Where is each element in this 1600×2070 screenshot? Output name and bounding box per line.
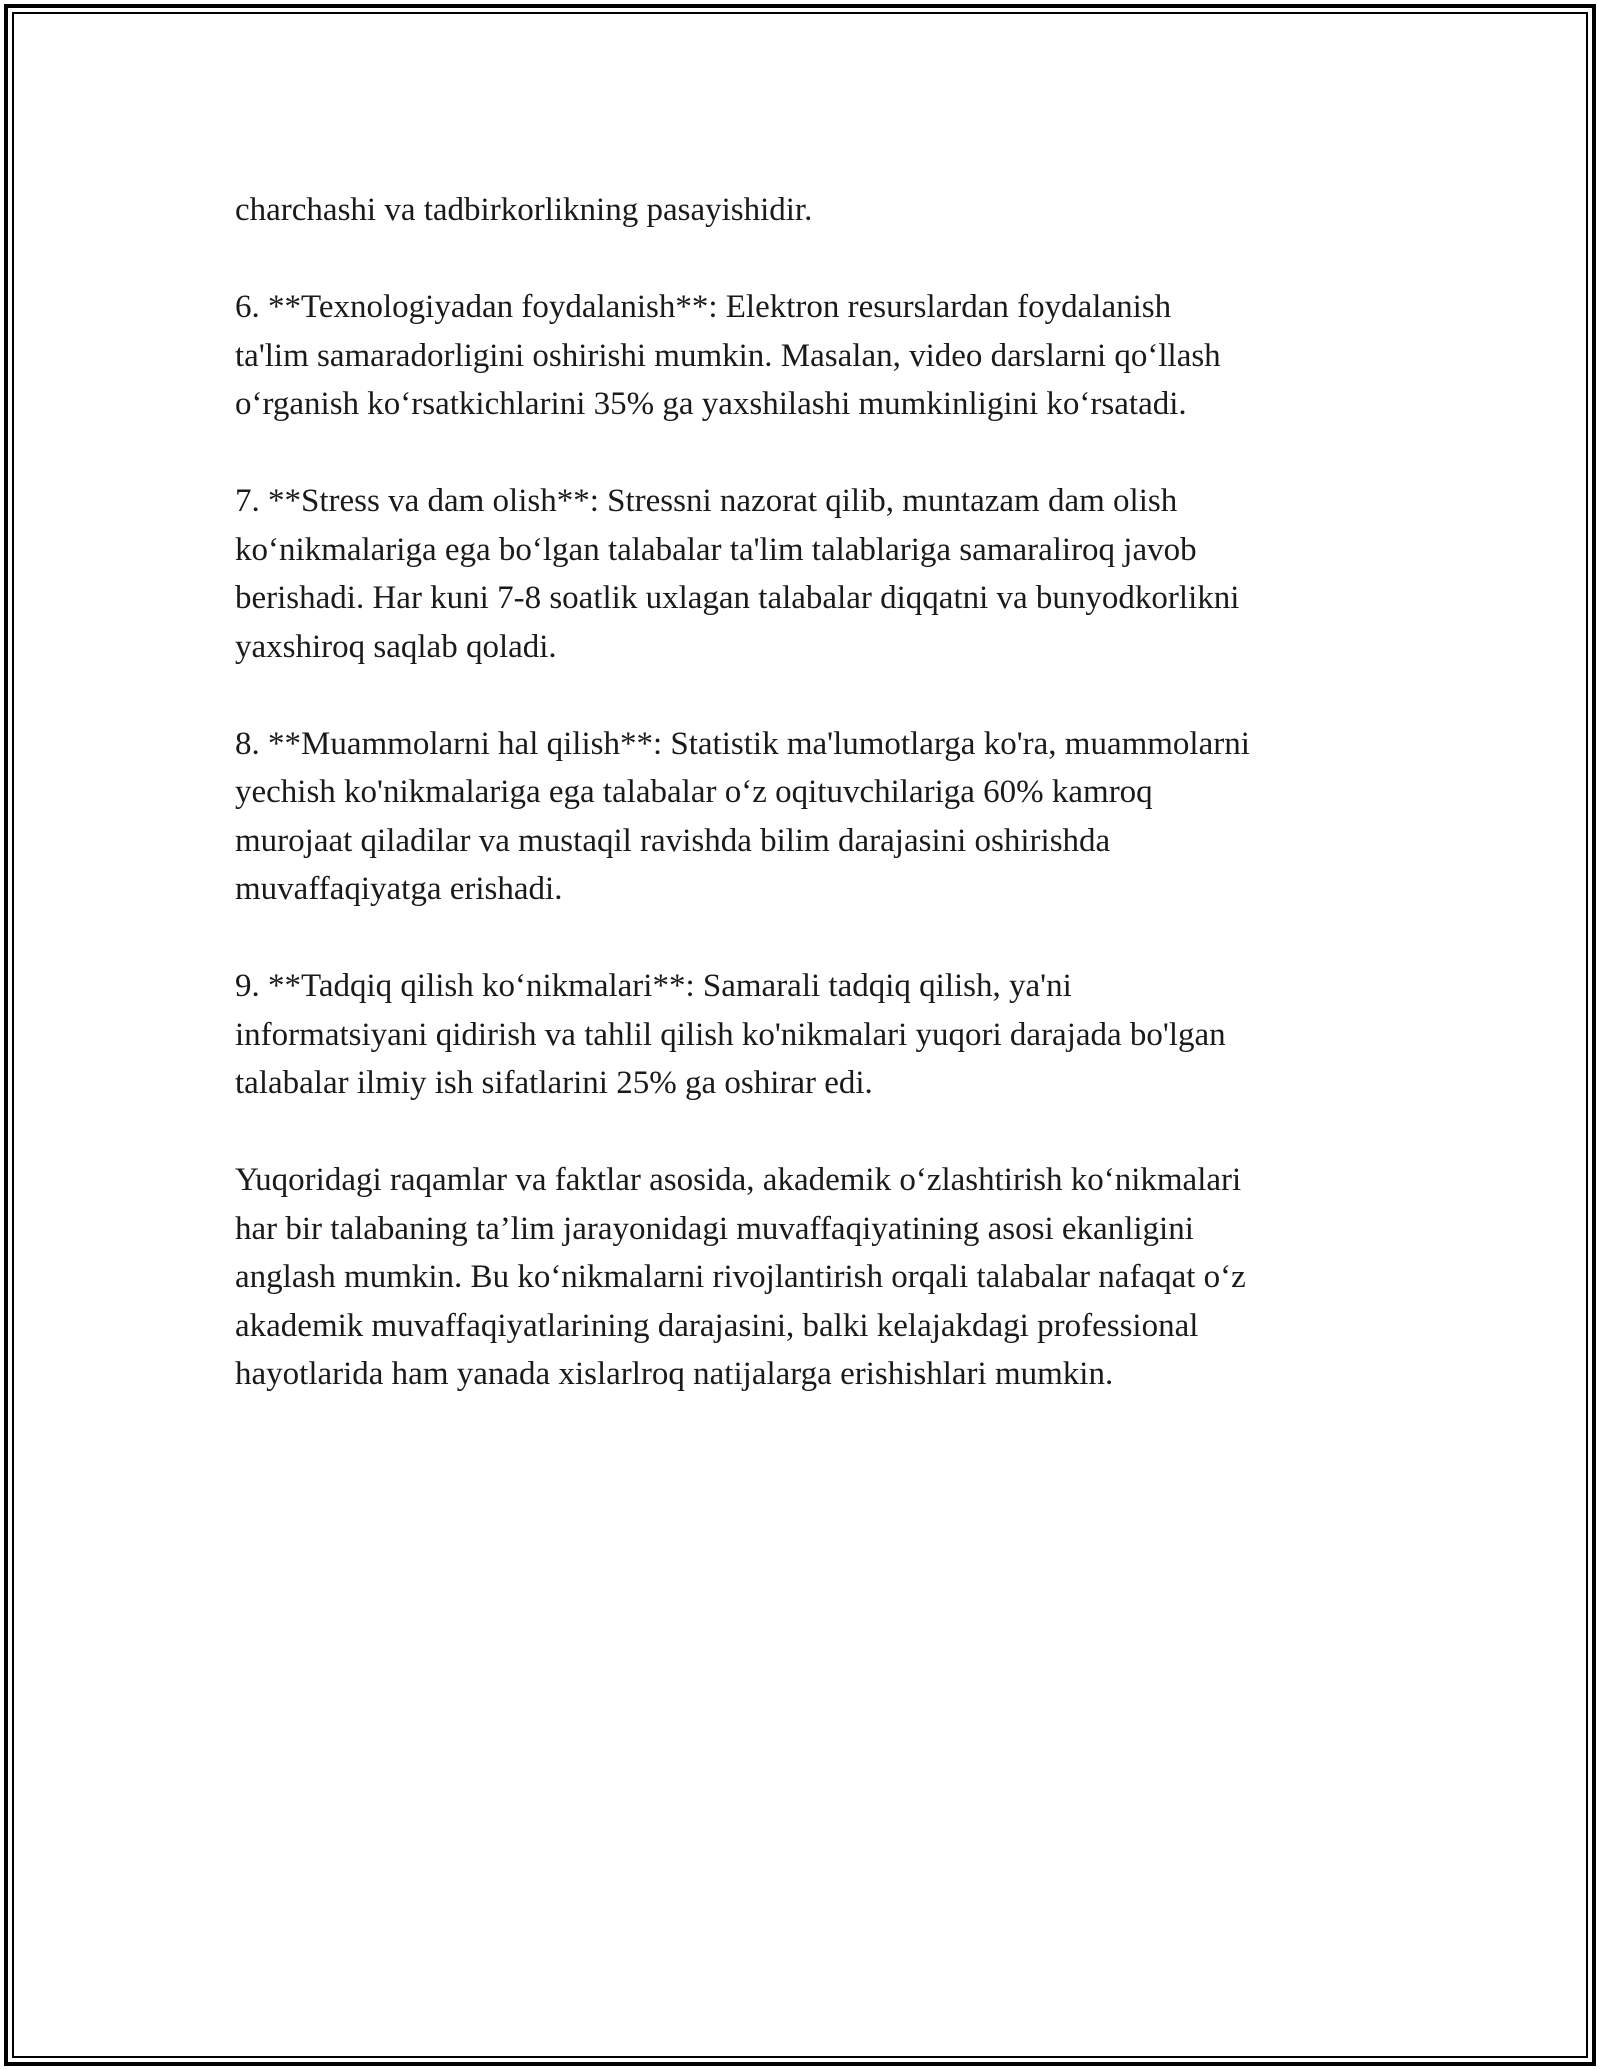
paragraph-technology: 6. **Texnologiyadan foydalanish**: Elektron resurslardan foydalanish ta'lim samaradorligini oshirishi mumkin. Masalan, video darslarni qoʻllash oʻrganish koʻrsatkichlarini 35% ga yaxshilashi mumkinligini koʻrsatadi.	[235, 289, 1221, 422]
paragraph-conclusion: Yuqoridagi raqamlar va faktlar asosida, akademik oʻzlashtirish koʻnikmalari har bir talabaning ta’lim jarayonidagi muvaffaqiyatining asosi ekanligini anglash mumkin. Bu koʻnikmalarni rivojlantirish orqali talabalar nafaqat oʻz akademik muvaffaqiyatlarining darajasini, balki kelajakdagi professional hayotlarida ham yanada xislarlroq natijalarga erishishlari mumkin.	[235, 1162, 1246, 1392]
document-body	[235, 186, 1385, 1447]
paragraph-problem-solving: 8. **Muammolarni hal qilish**: Statistik ma'lumotlarga ko'ra, muammolarni yechish ko'nikmalariga ega talabalar oʻz oqituvchilariga 60% kamroq murojaat qiladilar va mustaqil ravishda bilim darajasini oshirishda muvaffaqiyatga erishadi.	[235, 725, 1250, 907]
paragraph-stress-rest: 7. **Stress va dam olish**: Stressni nazorat qilib, muntazam dam olish koʻnikmalariga ega boʻlgan talabalar ta'lim talablariga samaraliroq javob berishadi. Har kuni 7-8 soatlik uxlagan talabalar diqqatni va bunyodkorlikni yaxshiroq saqlab qoladi.	[235, 483, 1240, 665]
paragraph-continuation: charchashi va tadbirkorlikning pasayishidir.	[235, 192, 813, 228]
paragraph-research-skills: 9. **Tadqiq qilish koʻnikmalari**: Samarali tadqiq qilish, ya'ni informatsiyani qidirish va tahlil qilish ko'nikmalari yuqori darajada bo'lgan talabalar ilmiy ish sifatlarini 25% ga oshirar edi.	[235, 968, 1226, 1101]
